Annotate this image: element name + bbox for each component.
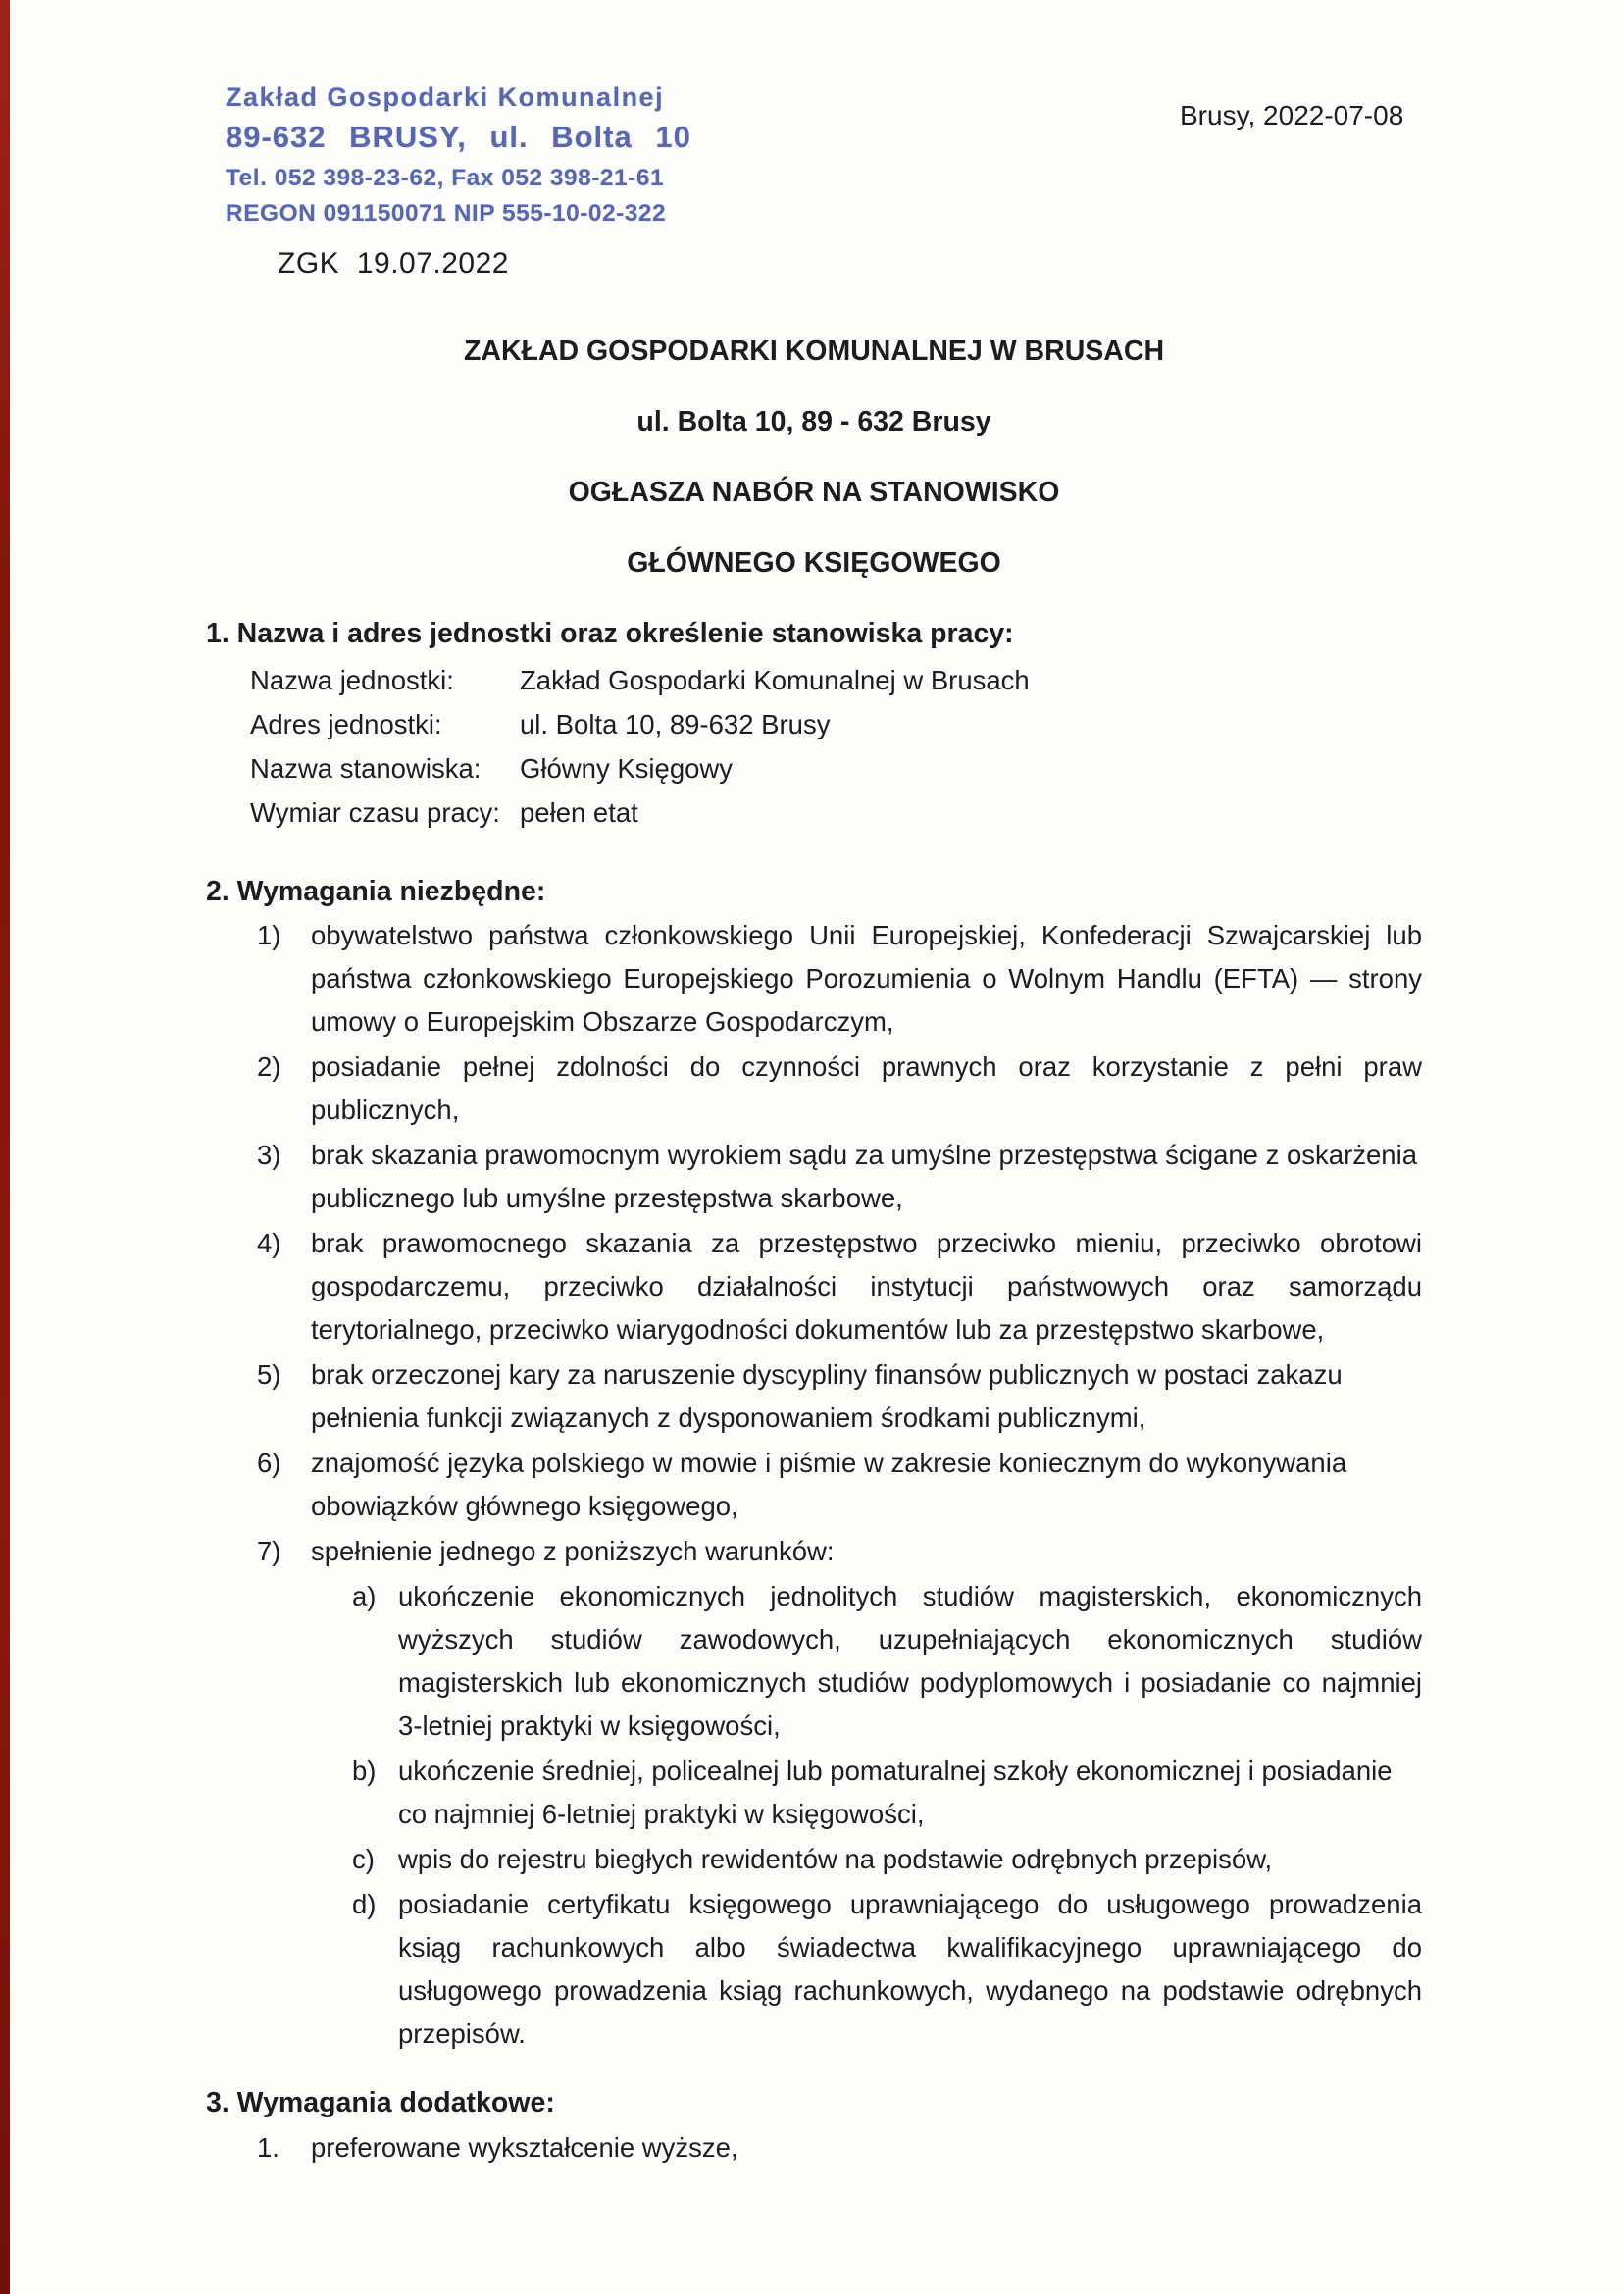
list-item-number: 1) xyxy=(257,920,281,950)
company-stamp xyxy=(226,82,691,228)
list-item-text: brak orzeczonej kary za naruszenie dyscypliny finansów publicznych w postaci zakazu pełnienia funkcji związanych z dysponowaniem środkami publicznymi, xyxy=(311,1359,1343,1433)
title-line-position: GŁÓWNEGO KSIĘGOWEGO xyxy=(627,547,1001,579)
detail-label: Nazwa jednostki: xyxy=(250,665,454,695)
detail-label: Adres jednostki: xyxy=(250,709,442,739)
list-item-text: spełnienie jednego z poniższych warunków: xyxy=(311,1536,835,1566)
list-item-number: 5) xyxy=(257,1359,281,1390)
detail-label: Wymiar czasu pracy: xyxy=(250,797,500,828)
sub-list-item xyxy=(352,1838,1422,1881)
list-item-number: 4) xyxy=(257,1228,281,1258)
stamp-phone-fax: Tel. 052 398-23-62, Fax 052 398-21-61 xyxy=(226,165,665,191)
list-item-text: brak prawomocnego skazania za przestępstwo przeciwko mieniu, przeciwko obrotowi gospodarczemu, przeciwko działalności instytucji państwowych oraz samorządu terytorialnego, przeciwko wiarygodności dokumentów lub za przestępstwo skarbowe, xyxy=(311,1228,1422,1345)
list-item-text: brak skazania prawomocnym wyrokiem sądu za umyślne przestępstwa ścigane z oskarżenia publicznego lub umyślne przestępstwa skarbowe, xyxy=(311,1140,1417,1213)
detail-value: Główny Księgowy xyxy=(520,753,734,784)
section1-title: 1. Nazwa i adres jednostki oraz określenie stanowiska pracy: xyxy=(206,618,1014,649)
detail-value: Zakład Gospodarki Komunalnej w Brusach xyxy=(520,665,1030,695)
sub-list-item xyxy=(352,1883,1422,2056)
list-item xyxy=(257,914,1422,1044)
sub-list-item xyxy=(352,1575,1422,1748)
detail-row xyxy=(250,705,1422,744)
list-item xyxy=(257,2126,1422,2169)
title-line-address: ul. Bolta 10, 89 - 632 Brusy xyxy=(636,406,991,437)
list-item xyxy=(257,1442,1422,1528)
sub-list-item-text: posiadanie certyfikatu księgowego uprawniającego do usługowego prowadzenia ksiąg rachunkowych albo świadectwa kwalifikacyjnego uprawniającego do usługowego prowadzenia ksiąg rachunkowych, wydanego na podstawie odrębnych przepisów. xyxy=(398,1889,1422,2049)
detail-value: ul. Bolta 10, 89-632 Brusy xyxy=(520,709,831,739)
list-item-text: posiadanie pełnej zdolności do czynności prawnych oraz korzystanie z pełni praw publicznych, xyxy=(311,1051,1422,1125)
sub-list-item-text: wpis do rejestru biegłych rewidentów na podstawie odrębnych przepisów, xyxy=(398,1844,1273,1874)
list-item-number: 1. xyxy=(257,2132,279,2163)
title-line-institution: ZAKŁAD GOSPODARKI KOMUNALNEJ W BRUSACH xyxy=(463,335,1165,367)
detail-row xyxy=(250,749,1422,789)
list-item xyxy=(257,1045,1422,1132)
document-body xyxy=(206,330,1422,2171)
list-item-number: 3) xyxy=(257,1140,281,1170)
detail-row xyxy=(250,793,1422,833)
detail-value: pełen etat xyxy=(520,797,638,828)
list-item-text: preferowane wykształcenie wyższe, xyxy=(311,2132,738,2163)
list-item xyxy=(257,1222,1422,1351)
list-item xyxy=(257,1134,1422,1220)
list-item-number: 2) xyxy=(257,1051,281,1082)
detail-label: Nazwa stanowiska: xyxy=(250,753,482,784)
sub-list-item xyxy=(352,1750,1422,1836)
sub-list-item-letter: b) xyxy=(352,1756,377,1786)
detail-row xyxy=(250,661,1422,700)
scan-edge-artifact xyxy=(0,0,10,2294)
section3-title: 3. Wymagania dodatkowe: xyxy=(206,2087,555,2118)
sub-list-item-text: ukończenie ekonomicznych jednolitych studiów magisterskich, ekonomicznych wyższych studiów zawodowych, uzupełniających ekonomicznych studiów magisterskich lub ekonomicznych studiów podyplomowych i posiadanie co najmniej 3-letniej praktyki w księgowości, xyxy=(398,1581,1422,1741)
stamp-address: 89-632 BRUSY, ul. Bolta 10 xyxy=(226,120,691,154)
sub-list-item-letter: c) xyxy=(352,1844,375,1874)
list-item-text: znajomość języka polskiego w mowie i piśmie w zakresie koniecznym do wykonywania obowiązków głównego księgowego, xyxy=(311,1448,1347,1521)
section1-details xyxy=(250,661,1422,833)
section2-title: 2. Wymagania niezbędne: xyxy=(206,876,546,907)
list-item xyxy=(257,1353,1422,1440)
stamp-regon-nip: REGON 091150071 NIP 555-10-02-322 xyxy=(226,200,667,227)
title-line-announcement: OGŁASZA NABÓR NA STANOWISKO xyxy=(568,477,1060,508)
list-item-number: 6) xyxy=(257,1448,281,1478)
list-item xyxy=(257,1530,1422,1573)
stamp-company-name: Zakład Gospodarki Komunalnej xyxy=(226,82,665,112)
sub-list-item-letter: a) xyxy=(352,1581,377,1611)
reference-number: ZGK 19.07.2022 xyxy=(278,247,509,280)
list-item-number: 7) xyxy=(257,1536,281,1566)
list-item-text: obywatelstwo państwa członkowskiego Unii Europejskiej, Konfederacji Szwajcarskiej lub państwa członkowskiego Europejskiego Porozumienia o Wolnym Handlu (EFTA) — strony umowy o Europejskim Obszarze Gospodarczym, xyxy=(311,920,1422,1037)
section2-list xyxy=(206,914,1422,2056)
document-date: Brusy, 2022-07-08 xyxy=(1180,100,1404,130)
sub-list-item-letter: d) xyxy=(352,1889,377,1919)
sub-list-item-text: ukończenie średniej, policealnej lub pomaturalnej szkoły ekonomicznej i posiadanie co najmniej 6-letniej praktyki w księgowości, xyxy=(398,1756,1393,1829)
